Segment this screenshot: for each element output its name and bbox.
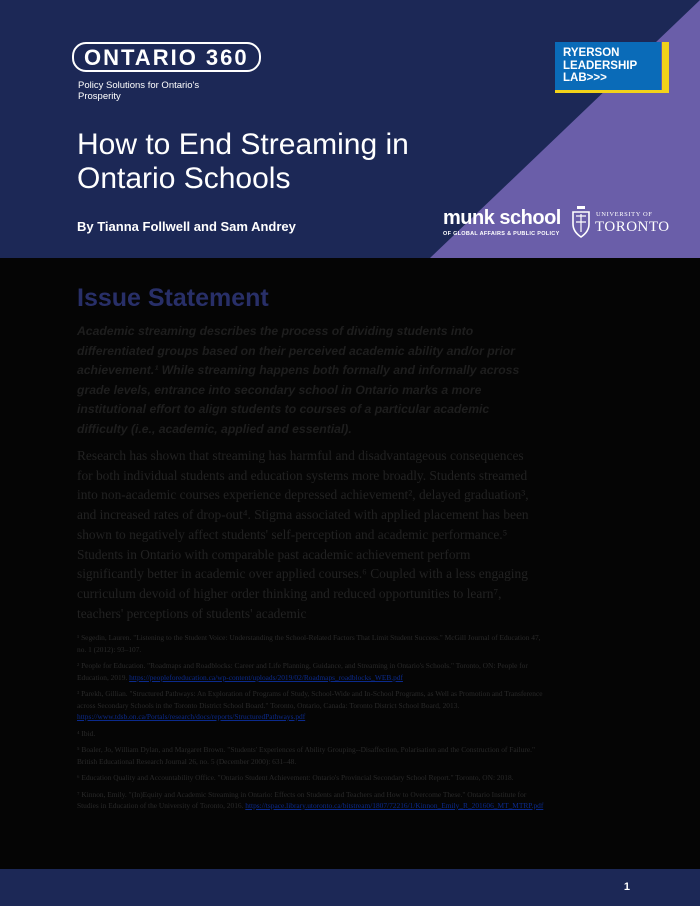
- rll-logo-accent: [662, 42, 669, 90]
- ontario360-tagline: Policy Solutions for Ontario's Prosperity: [78, 80, 200, 102]
- cover-header: [0, 0, 700, 258]
- footnote-2: ² People for Education. "Roadmaps and Roadblocks: Career and Life Planning, Guidance, and Streaming in Ontario's Schools." Toronto, ON: People for Education, 2019. https://peopleforeducation.ca/wp-content/uploads/2019/02/Roadmaps_roadblocks_WEB.pdf: [77, 661, 528, 682]
- rll-logo-text: RYERSON LEADERSHIP LAB>>>: [563, 47, 638, 84]
- uoft-subtitle: UNIVERSITY OF: [596, 211, 653, 218]
- footnote-3-link[interactable]: https://www.tdsb.on.ca/Portals/research/docs/reports/StructuredPathways.pdf: [77, 712, 306, 721]
- byline: By Tianna Follwell and Sam Andrey: [77, 219, 296, 234]
- section-heading: Issue Statement: [77, 284, 269, 312]
- footnote-7-link[interactable]: https://tspace.library.utoronto.ca/bitstream/1807/72216/1/Kinnon_Emily_R_201606_MT_MTRP.pdf: [245, 801, 544, 810]
- footnote-7: ⁷ Kinnon, Emily. "(In)Equity and Academic Streaming in Ontario: Effects on Students and Teachers and How to Overcome These." Ontario Institute for Studies in Education of the University of Toronto, 2016. https://tspace.library.utoronto.ca/bitstream/1807/72216/1/Kinnon_Emily_R_201606_MT_MTRP.pdf: [77, 789, 544, 810]
- footnote-4: ⁴ Ibid.: [77, 728, 96, 738]
- munk-school-name: munk school: [443, 207, 561, 229]
- ontario360-brand: [72, 42, 249, 102]
- uoft-crest-icon: [571, 204, 591, 238]
- page-footer: [0, 869, 700, 906]
- body-paragraph: Research has shown that streaming has harmful and disadvantageous consequences for both individual students and education systems more broadly. Students streamed into non-academic courses experience depressed achievement², delayed graduation³, and increased rates of drop-out⁴. Stigma associated with applied placement has been shown to negatively affect students' self-perception and academic performance.⁵ Students in Ontario with comparable past academic achievement perform significantly better in academic over applied courses.⁶ Coupled with a less engaging curriculum devoid of higher order thinking and reduced opportunities to learn⁷, teachers' perceptions of students' academic: [77, 448, 529, 621]
- footnote-1: ¹ Segedin, Lauren. "Listening to the Student Voice: Understanding the School-Related Factors That Limit Student Success." McGill Journal of Education 47, no. 1 (2012): 93–107.: [77, 633, 541, 654]
- uoft-name: TORONTO: [595, 219, 670, 235]
- footnote-5: ⁵ Boaler, Jo, William Dylan, and Margaret Brown. "Students' Experiences of Ability Grouping--Disaffection, Polarisation and the Construction of Failure." British Educational Research Journal 26, no. 5 (December 2000): 631–48.: [77, 745, 536, 766]
- munk-school-logo: [443, 208, 561, 237]
- rll-logo-underline: [555, 90, 669, 93]
- page-number: 1: [623, 881, 630, 893]
- lede-paragraph: Academic streaming describes the process of dividing students into differentiated groups based on their perceived academic ability and/or prior achievement.¹ While streaming happens both formally and informally across grade levels, entrance into secondary school in Ontario marks a more institutional effort to align students to courses of a particular academic difficulty (i.e., academic, applied and essential).: [77, 324, 520, 436]
- ontario360-logo: ONTARIO 360: [72, 42, 261, 72]
- footnote-3: ³ Parekh, Gillian. "Structured Pathways: An Exploration of Programs of Study, School-Wide and In-School Programs, as Well as Promotion and Transference across Secondary Schools in the Toronto District School Board." Toronto, Ontario, Canada: Toronto District School Board, 2013. https://www.tdsb.on.ca/Portals/research/docs/reports/StructuredPathways.pdf: [77, 689, 543, 721]
- document-title: How to End Streaming in Ontario Schools: [77, 128, 409, 195]
- footnote-2-link[interactable]: https://peopleforeducation.ca/wp-content/uploads/2019/02/Roadmaps_roadblocks_WEB.pdf: [129, 672, 403, 682]
- munk-school-subtitle: OF GLOBAL AFFAIRS & PUBLIC POLICY: [443, 231, 560, 237]
- footnote-6: ⁶ Education Quality and Accountability Office. "Ontario Student Achievement: Ontario's Provincial Secondary School Report." Toronto, ON: 2018.: [77, 773, 514, 782]
- footnotes: [77, 632, 547, 817]
